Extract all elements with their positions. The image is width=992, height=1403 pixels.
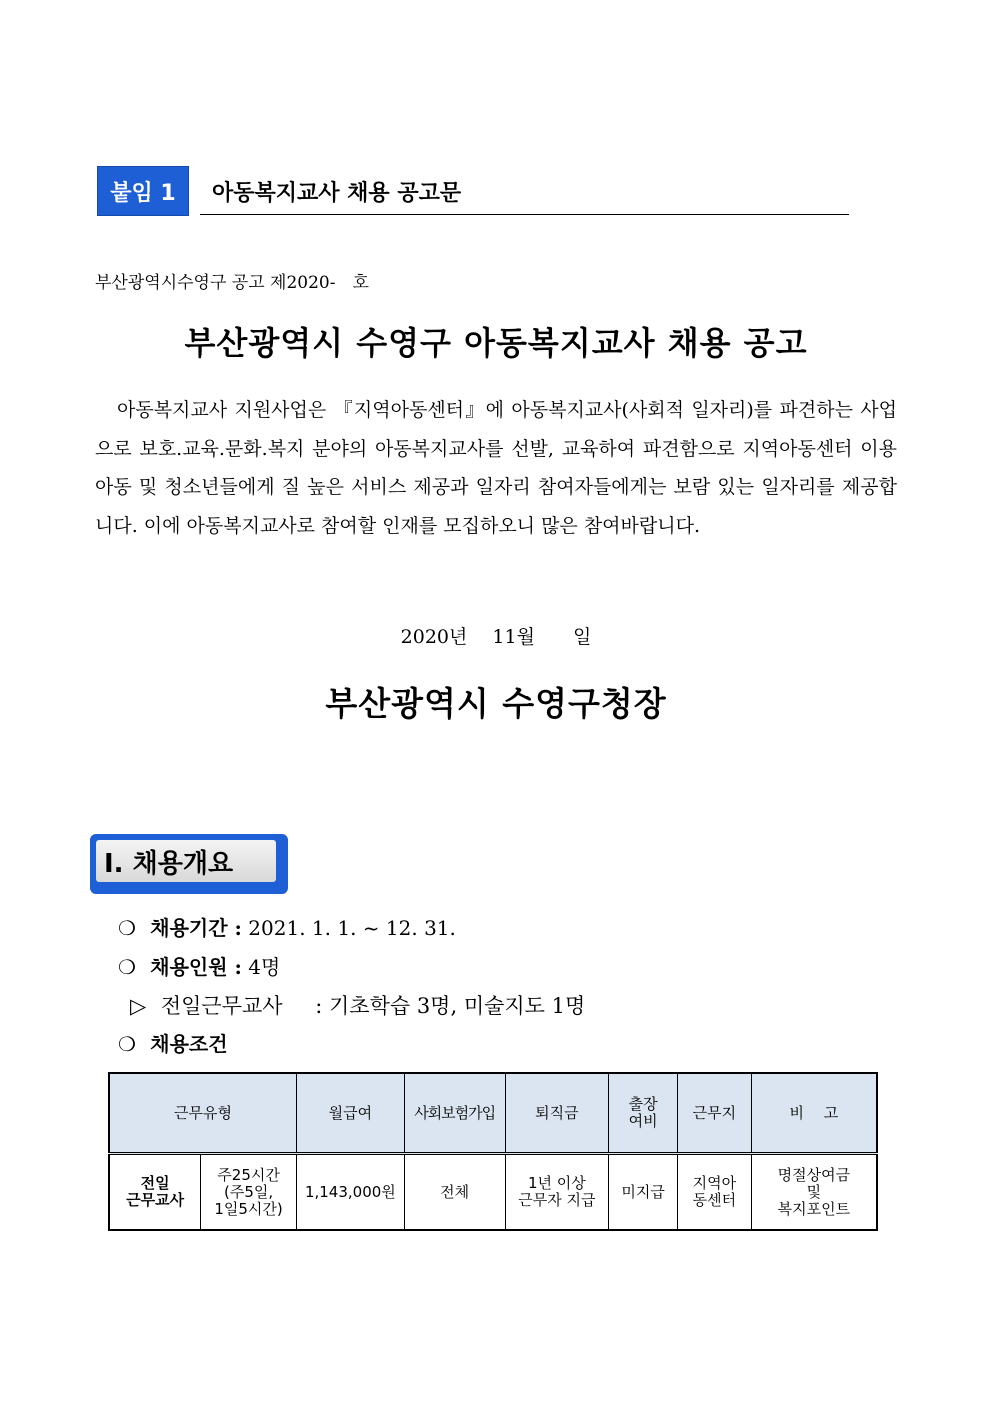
cell-hours-line2: (주5일, <box>224 1182 274 1201</box>
attachment-underline <box>200 214 849 215</box>
cell-hours-line1: 주25시간 <box>217 1165 280 1184</box>
cell-note-line1: 명절상여금 <box>777 1165 851 1184</box>
item-conditions <box>118 1028 228 1057</box>
notice-number: 부산광역시수영구 공고 제2020- 호 <box>95 273 369 293</box>
cell-note-line3: 복지포인트 <box>777 1199 851 1218</box>
header-type: 근무유형 <box>109 1073 296 1154</box>
section-heading: Ⅰ. 채용개요 <box>96 840 276 882</box>
section-heading-box <box>90 834 288 894</box>
bullet-circle: ❍ <box>118 955 136 979</box>
attachment-badge: 붙임 1 <box>97 166 189 216</box>
cell-severance-line1: 1년 이상 <box>527 1174 586 1192</box>
table-header-row <box>109 1073 877 1154</box>
item-detail-value: : 기초학습 3명, 미술지도 1명 <box>315 994 586 1018</box>
cell-type-line2: 근무교사 <box>126 1191 185 1209</box>
item-headcount <box>118 951 280 980</box>
item-detail <box>130 990 585 1020</box>
conditions-table <box>108 1072 878 1231</box>
header-travel-line2: 여비 <box>628 1112 658 1130</box>
cell-severance-line2: 근무자 지급 <box>518 1191 596 1209</box>
signer: 부산광역시 수영구청장 <box>325 684 667 723</box>
item-period-value: 2021. 1. 1. ~ 12. 31. <box>241 916 456 940</box>
cell-workplace-line2: 동센터 <box>692 1191 737 1209</box>
cell-travel: 미지급 <box>609 1154 678 1231</box>
bullet-circle: ❍ <box>118 1032 136 1056</box>
header-severance: 퇴직금 <box>505 1073 609 1154</box>
item-conditions-label: 채용조건 <box>150 1032 228 1056</box>
item-headcount-label: 채용인원 : <box>150 955 242 979</box>
cell-severance <box>505 1154 609 1231</box>
header-note: 비 고 <box>751 1073 877 1154</box>
page-title: 부산광역시 수영구 아동복지교사 채용 공고 <box>184 324 808 362</box>
bullet-circle: ❍ <box>118 916 136 940</box>
item-period <box>118 912 456 941</box>
attachment-title: 아동복지교사 채용 공고문 <box>212 181 462 206</box>
header-travel <box>609 1073 678 1154</box>
cell-type <box>109 1154 201 1231</box>
header-travel-line1: 출장 <box>628 1095 658 1113</box>
item-detail-label: 전일근무교사 <box>160 994 283 1018</box>
cell-note <box>751 1154 877 1231</box>
cell-hours-line3: 1일5시간) <box>214 1199 283 1218</box>
item-headcount-value: 4명 <box>241 955 281 979</box>
cell-note-line2: 및 <box>806 1182 822 1201</box>
announcement-date: 2020년 11월 일 <box>400 626 592 648</box>
item-period-label: 채용기간 : <box>150 916 242 940</box>
cell-hours <box>201 1154 297 1231</box>
header-workplace: 근무지 <box>678 1073 752 1154</box>
cell-insurance: 전체 <box>404 1154 505 1231</box>
table-row <box>109 1154 877 1231</box>
header-pay: 월급여 <box>296 1073 404 1154</box>
announcement-body: 아동복지교사 지원사업은 『지역아동센터』에 아동복지교사(사회적 일자리)를 파견하는 사업으로 보호.교육.문화.복지 분야의 아동복지교사를 선발, 교육하여 파견함으로 지역아동센터 이용 아동 및 청소년들에게 질 높은 서비스 제공과 일자리 참여자들에게는 보람 있는 일자리를 제공합니다. 이에 아동복지교사로 참여할 인재를 모집하오니 많은 참여바랍니다. <box>95 399 897 537</box>
cell-workplace-line1: 지역아 <box>692 1174 737 1192</box>
cell-pay: 1,143,000원 <box>296 1154 404 1231</box>
cell-workplace <box>678 1154 752 1231</box>
cell-type-line1: 전일 <box>140 1174 170 1192</box>
header-insurance: 사회보험가입 <box>404 1073 505 1154</box>
triangle-bullet-icon: ▷ <box>130 994 147 1018</box>
